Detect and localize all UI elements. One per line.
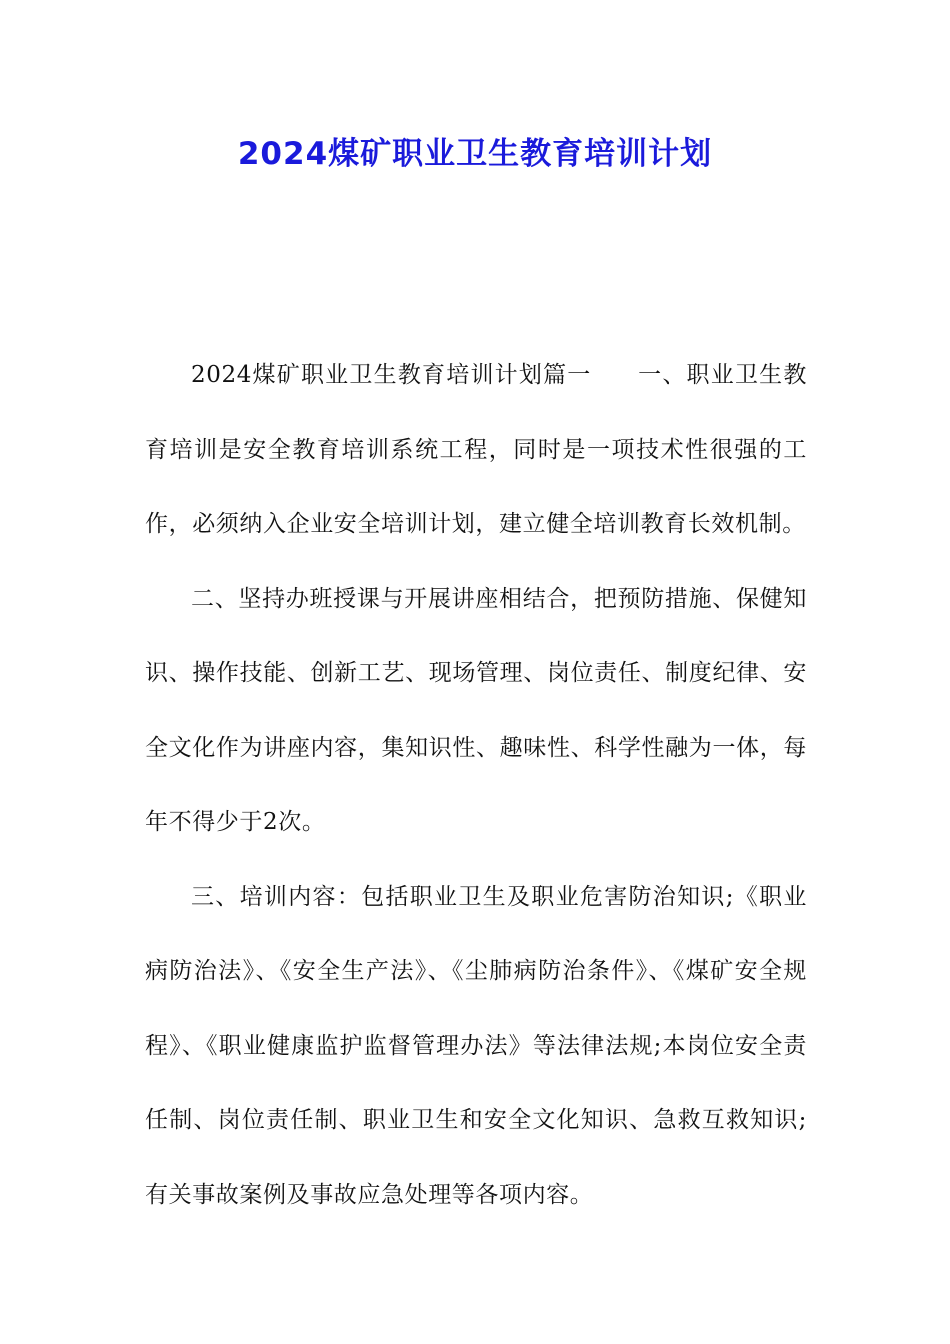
document-title: 2024煤矿职业卫生教育培训计划 — [237, 136, 713, 172]
paragraph-1-text: 一、职业卫生教育培训是安全教育培训系统工程，同时是一项技术性很强的工作，必须纳入企业安全培训计划，建立健全培训教育长效机制。 — [145, 362, 807, 537]
paragraph-1-lead: 2024煤矿职业卫生教育培训计划篇一 — [191, 362, 592, 388]
paragraph-1 — [145, 338, 807, 562]
paragraph-3: 三、培训内容：包括职业卫生及职业危害防治知识;《职业病防治法》、《安全生产法》、《尘肺病防治条件》、《煤矿安全规程》、《职业健康监护监督管理办法》等法律法规;本岗位安全责任制、岗位责任制、职业卫生和安全文化知识、急救互救知识;有关事故案例及事故应急处理等各项内容。 — [145, 883, 807, 1208]
paragraph-2: 二、坚持办班授课与开展讲座相结合，把预防措施、保健知识、操作技能、创新工艺、现场管理、岗位责任、制度纪律、安全文化作为讲座内容，集知识性、趣味性、科学性融为一体，每年不得少于2次。 — [145, 585, 807, 835]
document-body — [145, 338, 807, 1232]
